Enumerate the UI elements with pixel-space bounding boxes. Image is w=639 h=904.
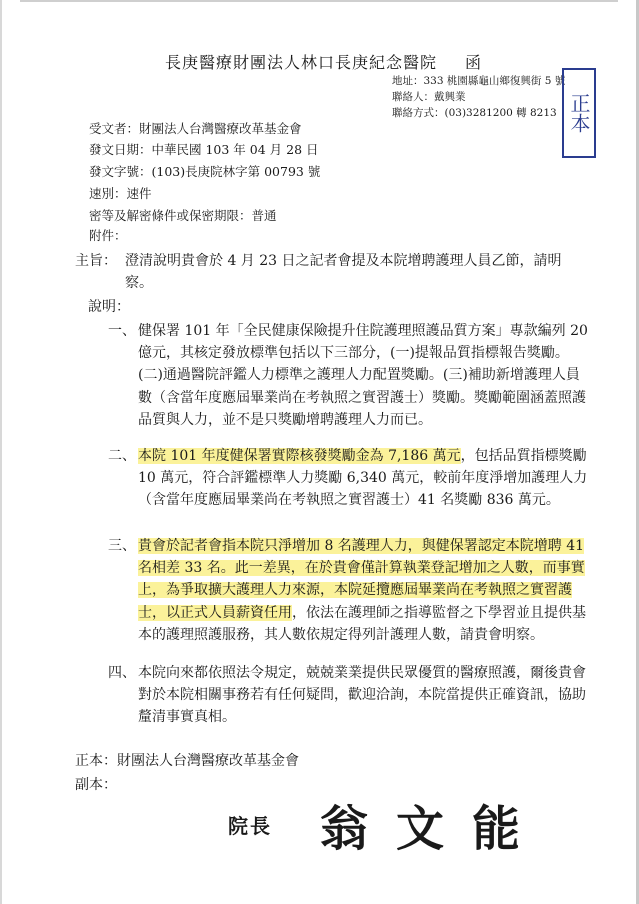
contact-block — [392, 73, 565, 121]
item-text: 健保署 101 年「全民健康保險提升住院護理照護品質方案」專款編列 20 億元，其核定發放標準包括以下三部分，(一)提報品質指標報告獎勵。(二)通過醫院評鑑人力標準之護理人力配置獎勵。(三)補助新增護理人員數（含當年度應屆畢業尚在考執照之實習護士）獎勵。獎勵範圍涵蓋照護品質與人力，並不是只獎勵增聘護理人力而已。 — [138, 323, 588, 428]
document-kind: 函 — [465, 53, 482, 72]
item-rest: ，依法在護理師之指導監督之下學習並且提供基本的護理照護服務，其人數依規定得列計護理人數，請貴會明察。 — [138, 604, 586, 643]
page-edge-left — [0, 0, 2, 904]
item-number: 四、 — [108, 665, 136, 681]
attachment-line: 附件： — [89, 228, 127, 243]
speed-line: 速別：速件 — [89, 186, 152, 201]
recipient-line: 受文者：財團法人台灣醫療改革基金會 — [89, 121, 302, 136]
item-text — [138, 445, 588, 512]
item-number: 二、 — [108, 448, 136, 464]
item-highlight: 貴會於記者會指本院只淨增加 8 名護理人力，與健保署認定本院增聘 41 名相差 33 名。此一差異，在於貴會僅計算執業登記增加之人數，而事實上，為爭取擴大護理人力來源，本院延攬應屆畢業尚在考執照之實習護士，以正式人員薪資任用 — [138, 538, 585, 621]
date-line: 發文日期：中華民國 103 年 04 月 28 日 — [89, 142, 319, 157]
page-edge-top — [20, 0, 618, 2]
confidentiality-line: 密等及解密條件或保密期限：普通 — [89, 208, 277, 223]
item-rest: ，包括品質指標獎勵 10 萬元，符合評鑑標準人力獎勵 6,340 萬元，較前年度淨增加護理人力（含當年度應屆畢業尚在考執照之實習護士）41 名獎勵 836 萬元。 — [138, 448, 588, 509]
original-copy-stamp: 正本 — [562, 68, 596, 158]
item-number: 三、 — [108, 538, 136, 554]
issuer-title: 長庚醫療財團法人林口長庚紀念醫院 — [165, 53, 438, 72]
item-highlight: 本院 101 年度健保署實際核發獎勵金為 7,186 萬元 — [138, 448, 461, 464]
signature-title: 院長 — [228, 814, 272, 838]
item-number: 一、 — [108, 323, 136, 339]
contact-phone-line: 聯絡方式：(03)3281200 轉 8213 — [392, 107, 557, 119]
doc-number-line: 發文字號：(103)長庚院林字第 00793 號 — [89, 164, 321, 179]
item-text — [138, 535, 588, 646]
original-recipient: 正本：財團法人台灣醫療改革基金會 — [75, 753, 299, 769]
subject-text: 澄清說明貴會於 4 月 23 日之記者會提及本院增聘護理人員乙節，請明察。 — [125, 253, 562, 291]
contact-person-line: 聯絡人：戴興業 — [392, 91, 466, 103]
address-line: 地址：333 桃園縣龜山鄉復興街 5 號 — [392, 75, 566, 87]
subject-label: 主旨： — [75, 253, 117, 269]
item-text: 本院向來都依照法令規定，兢兢業業提供民眾優質的醫療照護，爾後貴會對於本院相關事務若有任何疑問，歡迎洽詢，本院當提供正確資訊，協助釐清事實真相。 — [138, 665, 586, 726]
duplicate-recipient: 副本： — [75, 777, 117, 793]
signature-name: 翁文能 — [320, 801, 549, 857]
description-label: 說明： — [88, 299, 130, 315]
